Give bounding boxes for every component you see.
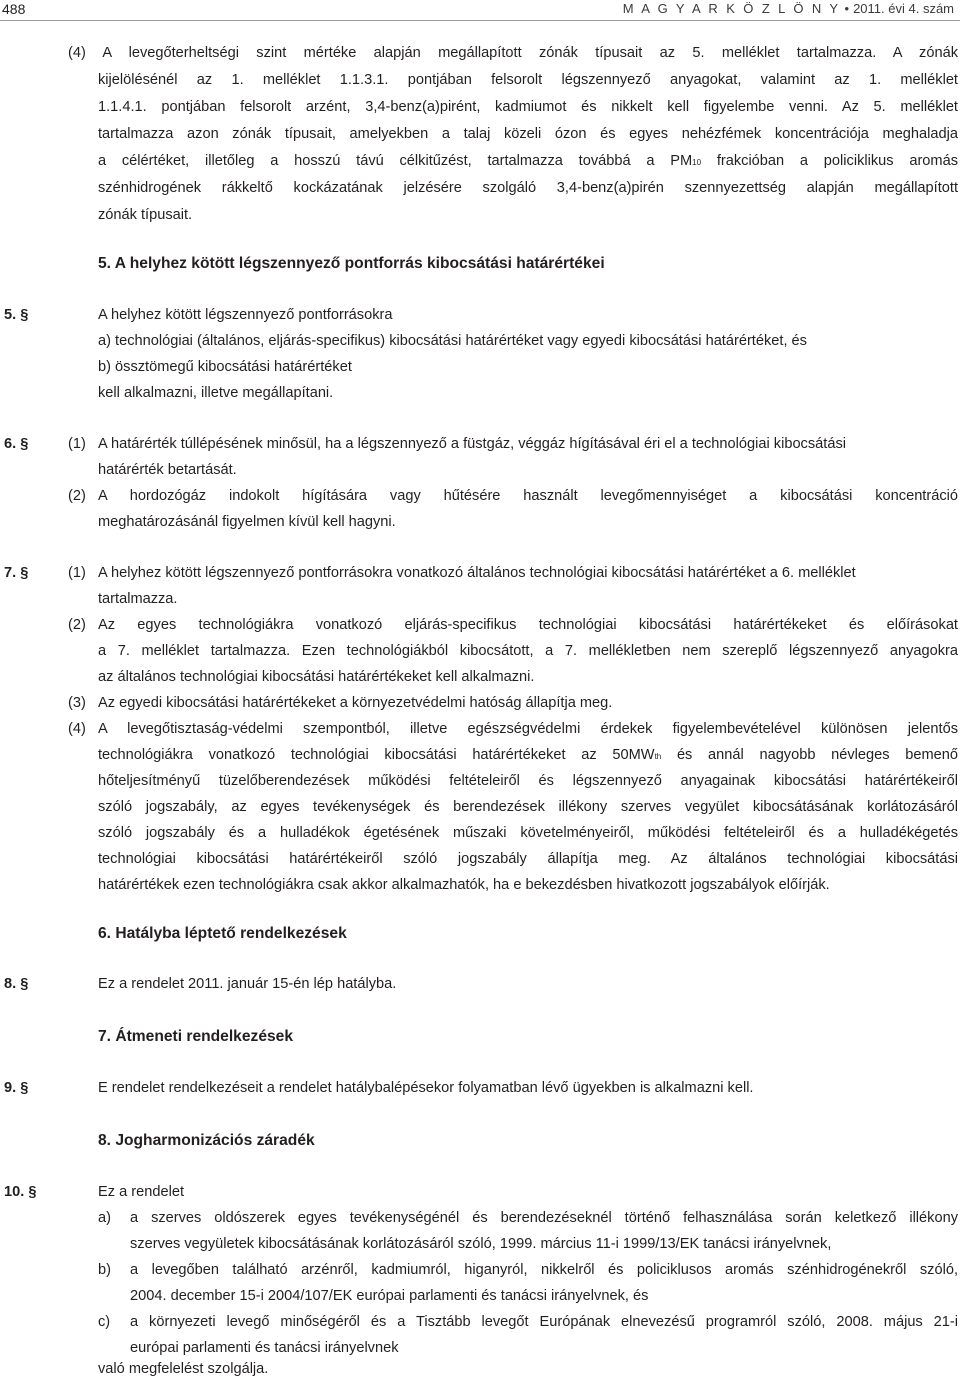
section-number-9: 9. §	[4, 1080, 29, 1096]
s5-item-b: b) össztömegű kibocsátási határértéket	[98, 359, 352, 375]
para4-line-7: zónák típusait.	[98, 207, 193, 223]
s6-p2-line-2: meghatározásánál figyelmen kívül kell hagyni.	[98, 514, 396, 530]
s5-item-a: a) technológiai (általános, eljárás-specifikus) kibocsátási határértéket vagy egyedi kibocsátási határértéket, és	[98, 333, 807, 349]
s6-p1-line-1: A határérték túllépésének minősül, ha a légszennyező a füstgáz, véggáz hígításával éri el a technológiai kibocsátási	[98, 436, 846, 452]
section-heading-6: 6. Hatályba léptető rendelkezések	[98, 925, 347, 942]
s7-p2-line-1: Az egyes technológiákra vonatkozó eljárás-specifikus technológiai kibocsátási határértékeket és előírásokat	[98, 617, 958, 633]
section-number-6: 6. §	[4, 436, 29, 452]
s5-closing: kell alkalmazni, illetve megállapítani.	[98, 385, 334, 401]
pm10-subscript: 10	[692, 158, 702, 167]
s7-p4-line-7: határértékek ezen technológiákra csak akkor alkalmazhatók, ha e bekezdésben hivatkozott jogszabályok előírják.	[98, 877, 830, 893]
s7-p4-line-2-end: és annál nagyobb névleges bemenő	[661, 747, 958, 763]
para4-line-6: szénhidrogének rákkeltő kockázatának jelzésére szolgáló 3,4-benz(a)pirén szennyezettség alapján megállapított	[98, 180, 958, 196]
s10-c-line-2: európai parlamenti és tanácsi irányelvnek	[130, 1340, 399, 1356]
s7-p3-line-1: Az egyedi kibocsátási határértékeket a környezetvédelmi hatóság állapítja meg.	[98, 695, 613, 711]
para4-line-3: 1.1.4.1. pontjában felsorolt arzént, 3,4-benz(a)pirént, kadmiumot és nikkelt kell figyelembe venni. Az 5. melléklet	[98, 99, 958, 115]
section-number-8: 8. §	[4, 976, 29, 992]
s6-p2-line-1: A hordozógáz indokolt hígítására vagy hűtésére használt levegőmennyiséget a kibocsátási koncentráció	[98, 488, 958, 504]
header-divider	[0, 20, 960, 21]
page-number: 488	[2, 1, 26, 17]
s9-text: E rendelet rendelkezéseit a rendelet hatálybalépésekor folyamatban lévő ügyekben is alkalmazni kell.	[98, 1080, 754, 1096]
section-heading-5: 5. A helyhez kötött légszennyező pontforrás kibocsátási határértékei	[98, 255, 605, 272]
s7-p4-line-6: technológiai kibocsátási határértékeiről szóló jogszabály állapítja meg. Az általános technológiai kibocsátási	[98, 851, 958, 867]
s7-p4-line-1: A levegőtisztaság-védelmi szempontból, illetve egészségvédelmi érdekek figyelembevételével különösen jelentős	[98, 721, 958, 737]
journal-name: M A G Y A R K Ö Z L Ö N Y	[622, 1, 841, 16]
para4-line-5-end: frakcióban a policiklikus aromás	[701, 153, 958, 169]
section-heading-8: 8. Jogharmonizációs záradék	[98, 1132, 315, 1149]
para4-line-4: tartalmazza azon zónák típusait, amelyekben a talaj közeli ózon és egyes nehézfémek koncentrációja meghaladja	[98, 126, 958, 142]
s6-p1-mark: (1)	[68, 436, 86, 452]
s10-b-mark: b)	[98, 1262, 111, 1278]
s7-p4-line-3: hőteljesítményű tüzelőberendezések működési feltételeiről és légszennyező anyagainak kibocsátási határértékeiről	[98, 773, 958, 789]
s10-c-mark: c)	[98, 1314, 111, 1330]
para4-line-5-start: a célértéket, illetőleg a hosszú távú célkitűzést, tartalmazza továbbá a PM	[98, 153, 693, 169]
s7-p1-mark: (1)	[68, 565, 86, 581]
s7-p4-line-2-start: technológiákra vonatkozó technológiai kibocsátási határértékeket az 50MW	[98, 747, 655, 763]
s10-a-line-1: a szerves oldószerek egyes tevékenységénél és berendezéseknél történő felhasználása során keletkező illékony	[130, 1210, 958, 1226]
s10-a-line-2: szerves vegyületek kibocsátásának korlátozásáról szóló, 1999. március 11-i 1999/13/EK tanácsi irányelvnek,	[130, 1236, 832, 1252]
section-number-5: 5. §	[4, 307, 29, 323]
s7-p4-line-2	[98, 742, 958, 770]
section-number-7: 7. §	[4, 565, 29, 581]
section-heading-7: 7. Átmeneti rendelkezések	[98, 1028, 294, 1045]
mwth-subscript: th	[654, 752, 662, 761]
publication-title	[623, 1, 954, 16]
s7-p2-line-3: az általános technológiai kibocsátási határértékeket kell alkalmazni.	[98, 669, 535, 685]
section-number-10: 10. §	[4, 1184, 37, 1200]
s7-p1-line-2: tartalmazza.	[98, 591, 178, 607]
s10-b-line-2: 2004. december 15-i 2004/107/EK európai parlamenti és tanácsi irányelvnek, és	[130, 1288, 649, 1304]
s7-p4-line-5: szóló jogszabály és a hulladékok égetésének műszaki követelményeiről, működési feltételeiről és a hulladékégetés	[98, 825, 958, 841]
para4-line-2: kijelölésénél az 1. melléklet 1.1.3.1. pontjában felsorolt légszennyező anyagokat, valamint az 1. melléklet	[98, 72, 958, 88]
s10-b-line-1: a levegőben található arzénről, kadmiumról, higanyról, nikkelről és policiklusos aromás szénhidrogénekről szóló,	[130, 1262, 958, 1278]
para4-line-1: (4) A levegőterheltségi szint mértéke alapján megállapított zónák típusait az 5. melléklet tartalmazza. A zónák	[68, 45, 958, 61]
s5-intro: A helyhez kötött légszennyező pontforrásokra	[98, 307, 393, 323]
s7-p1-line-1: A helyhez kötött légszennyező pontforrásokra vonatkozó általános technológiai kibocsátási határértéket a 6. melléklet	[98, 565, 856, 581]
s7-p3-mark: (3)	[68, 695, 86, 711]
s6-p1-line-2: határérték betartását.	[98, 462, 237, 478]
page-header	[0, 0, 960, 22]
s10-closing: való megfelelést szolgálja.	[98, 1361, 269, 1377]
s10-c-line-1: a környezeti levegő minőségéről és a Tisztább levegőt Európának elnevezésű programról szóló, 2008. május 21-i	[130, 1314, 958, 1330]
issue-label: 2011. évi 4. szám	[853, 1, 954, 16]
s7-p4-line-4: szóló jogszabály, az egyes tevékenységek és berendezések illékony szerves vegyület kibocsátásának korlátozásáról	[98, 799, 958, 815]
s7-p2-mark: (2)	[68, 617, 86, 633]
s10-intro: Ez a rendelet	[98, 1184, 184, 1200]
s6-p2-mark: (2)	[68, 488, 86, 504]
s7-p2-line-2: a 7. melléklet tartalmazza. Ezen technológiákból kibocsátott, a 7. mellékletben nem szereplő légszennyező anyagokra	[98, 643, 958, 659]
para4-line-5	[98, 148, 958, 176]
s10-a-mark: a)	[98, 1210, 111, 1226]
s8-text: Ez a rendelet 2011. január 15-én lép hatályba.	[98, 976, 397, 992]
bullet-icon: •	[844, 1, 850, 16]
s7-p4-mark: (4)	[68, 721, 86, 737]
